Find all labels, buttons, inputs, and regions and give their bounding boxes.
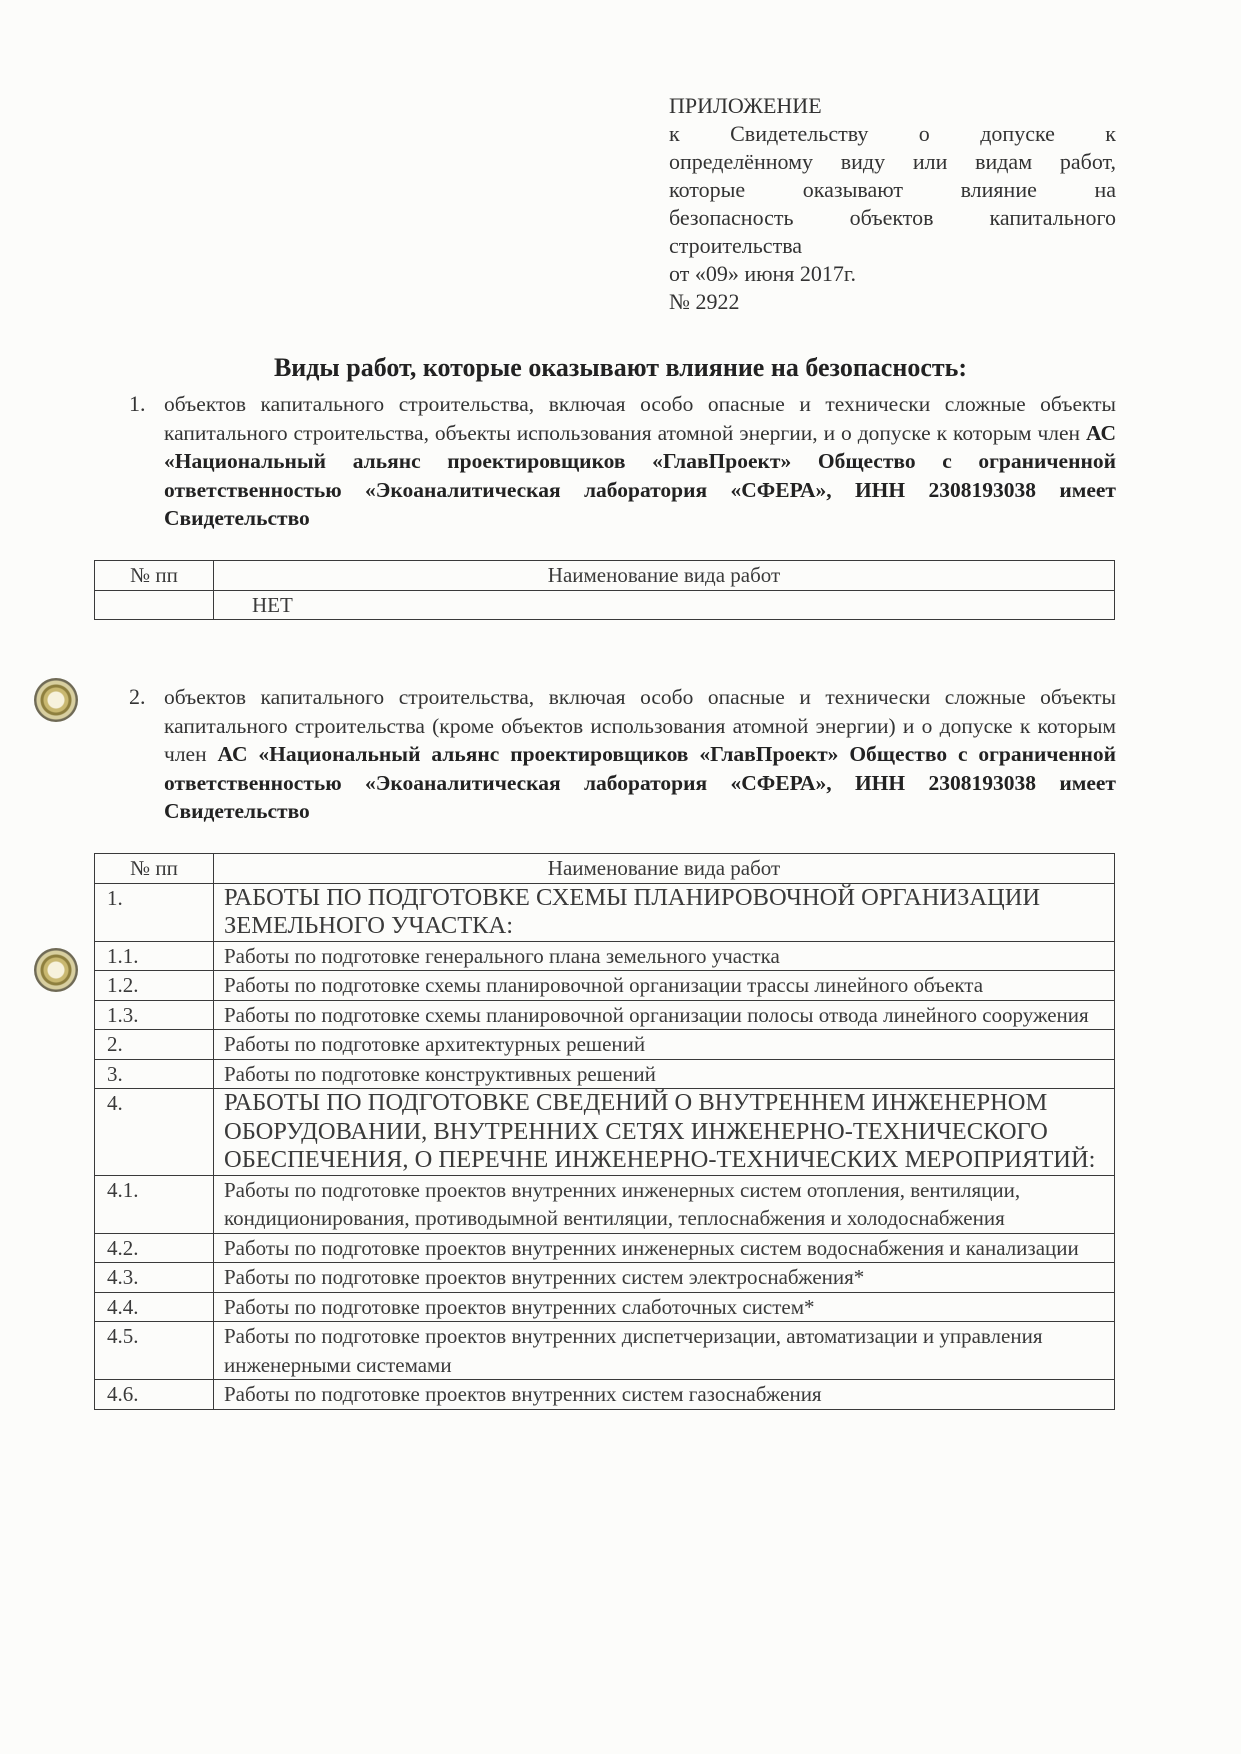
binder-grommet-icon [34,948,78,992]
table-row [95,1233,1115,1263]
appendix-line: определённому виду или видам работ, [669,149,1116,174]
table-row [95,1030,1115,1060]
row-name: Работы по подготовке проектов внутренних систем газоснабжения [214,1380,1115,1410]
row-no: 4.5. [95,1322,214,1380]
appendix-line: которые оказывают влияние на [669,177,1116,202]
row-no: 2. [95,1030,214,1060]
row-name: Работы по подготовке схемы планировочной организации полосы отвода линейного сооружения [214,1000,1115,1030]
section-bold-text: АС «Национальный альянс проектировщиков «ГлавПроект» Общество с ограниченной ответственностью «Экоаналитическая лаборатория «СФЕРА», ИНН 2308193038 имеет Свидетельство [164,742,1116,823]
row-no: 4.3. [95,1263,214,1293]
header-no: № пп [95,561,214,591]
row-no: 4. [95,1089,214,1176]
row-no: 1.1. [95,941,214,971]
section-text: объектов капитального строительства, включая особо опасные и технически сложные объекты капитального строительства (кроме объектов использования атомной энергии) и о допуске к которым член [164,685,1116,766]
row-no [95,590,214,620]
row-name: Работы по подготовке проектов внутренних инженерных систем водоснабжения и канализации [214,1233,1115,1263]
table-row [95,1322,1115,1380]
section-text: объектов капитального строительства, включая особо опасные и технически сложные объекты капитального строительства, объекты использования атомной энергии, и о допуске к которым член [164,392,1116,445]
section-number: 1. [129,391,146,416]
table-row [95,941,1115,971]
table-row [95,1292,1115,1322]
table-row [95,883,1115,941]
row-no: 3. [95,1059,214,1089]
document-heading: Виды работ, которые оказывают влияние на безопасность: [273,353,968,382]
row-name: Работы по подготовке проектов внутренних диспетчеризации, автоматизации и управления инженерными системами [214,1322,1115,1380]
row-name: Работы по подготовке проектов внутренних систем электроснабжения* [214,1263,1115,1293]
header-name: Наименование вида работ [214,854,1115,884]
header-name: Наименование вида работ [214,561,1115,591]
appendix-line: безопасность объектов капитального [669,205,1116,230]
row-no: 1.3. [95,1000,214,1030]
binder-grommet-icon [34,678,78,722]
appendix-title: ПРИЛОЖЕНИЕ [669,93,822,118]
appendix-block [669,92,1116,316]
works-table-2 [94,853,1115,1410]
section-1 [129,390,1116,533]
row-no: 4.6. [95,1380,214,1410]
row-name: Работы по подготовке генерального плана земельного участка [214,941,1115,971]
table-row [95,1000,1115,1030]
row-name: НЕТ [214,590,1115,620]
row-name: Работы по подготовке конструктивных решений [214,1059,1115,1089]
appendix-number: № 2922 [669,289,740,314]
row-no: 4.2. [95,1233,214,1263]
table-header-row [95,561,1115,591]
appendix-line: строительства [669,233,803,258]
row-name: РАБОТЫ ПО ПОДГОТОВКЕ СВЕДЕНИЙ О ВНУТРЕННЕМ ИНЖЕНЕРНОМ ОБОРУДОВАНИИ, ВНУТРЕННИХ СЕТЯХ ИНЖЕНЕРНО-ТЕХНИЧЕСКОГО ОБЕСПЕЧЕНИЯ, О ПЕРЕЧНЕ ИНЖЕНЕРНО-ТЕХНИЧЕСКИХ МЕРОПРИЯТИЙ: [214,1089,1115,1176]
row-name: Работы по подготовке проектов внутренних слаботочных систем* [214,1292,1115,1322]
table-row [95,1089,1115,1176]
section-2 [129,683,1116,826]
table-row [95,1175,1115,1233]
row-no: 4.4. [95,1292,214,1322]
row-name: Работы по подготовке архитектурных решений [214,1030,1115,1060]
table-header-row [95,854,1115,884]
section-bold-text: АС «Национальный альянс проектировщиков «ГлавПроект» Общество с ограниченной ответственностью «Экоаналитическая лаборатория «СФЕРА», ИНН 2308193038 имеет Свидетельство [164,420,1117,530]
table-row [95,590,1115,620]
appendix-line: к Свидетельству о допуске к [669,121,1116,146]
row-no: 4.1. [95,1175,214,1233]
row-name: Работы по подготовке проектов внутренних инженерных систем отопления, вентиляции, кондиционирования, противодымной вентиляции, теплоснабжения и холодоснабжения [214,1175,1115,1233]
row-name: Работы по подготовке схемы планировочной организации трассы линейного объекта [214,971,1115,1001]
table-row [95,971,1115,1001]
section-paragraph [164,390,1116,533]
table-row [95,1059,1115,1089]
works-table-1 [94,560,1115,620]
section-number: 2. [129,684,146,709]
header-no: № пп [95,854,214,884]
table-row [95,1380,1115,1410]
row-name: РАБОТЫ ПО ПОДГОТОВКЕ СХЕМЫ ПЛАНИРОВОЧНОЙ ОРГАНИЗАЦИИ ЗЕМЕЛЬНОГО УЧАСТКА: [214,883,1115,941]
appendix-date: от «09» июня 2017г. [669,261,856,286]
section-paragraph [164,683,1116,826]
table-row [95,1263,1115,1293]
row-no: 1. [95,883,214,941]
row-no: 1.2. [95,971,214,1001]
